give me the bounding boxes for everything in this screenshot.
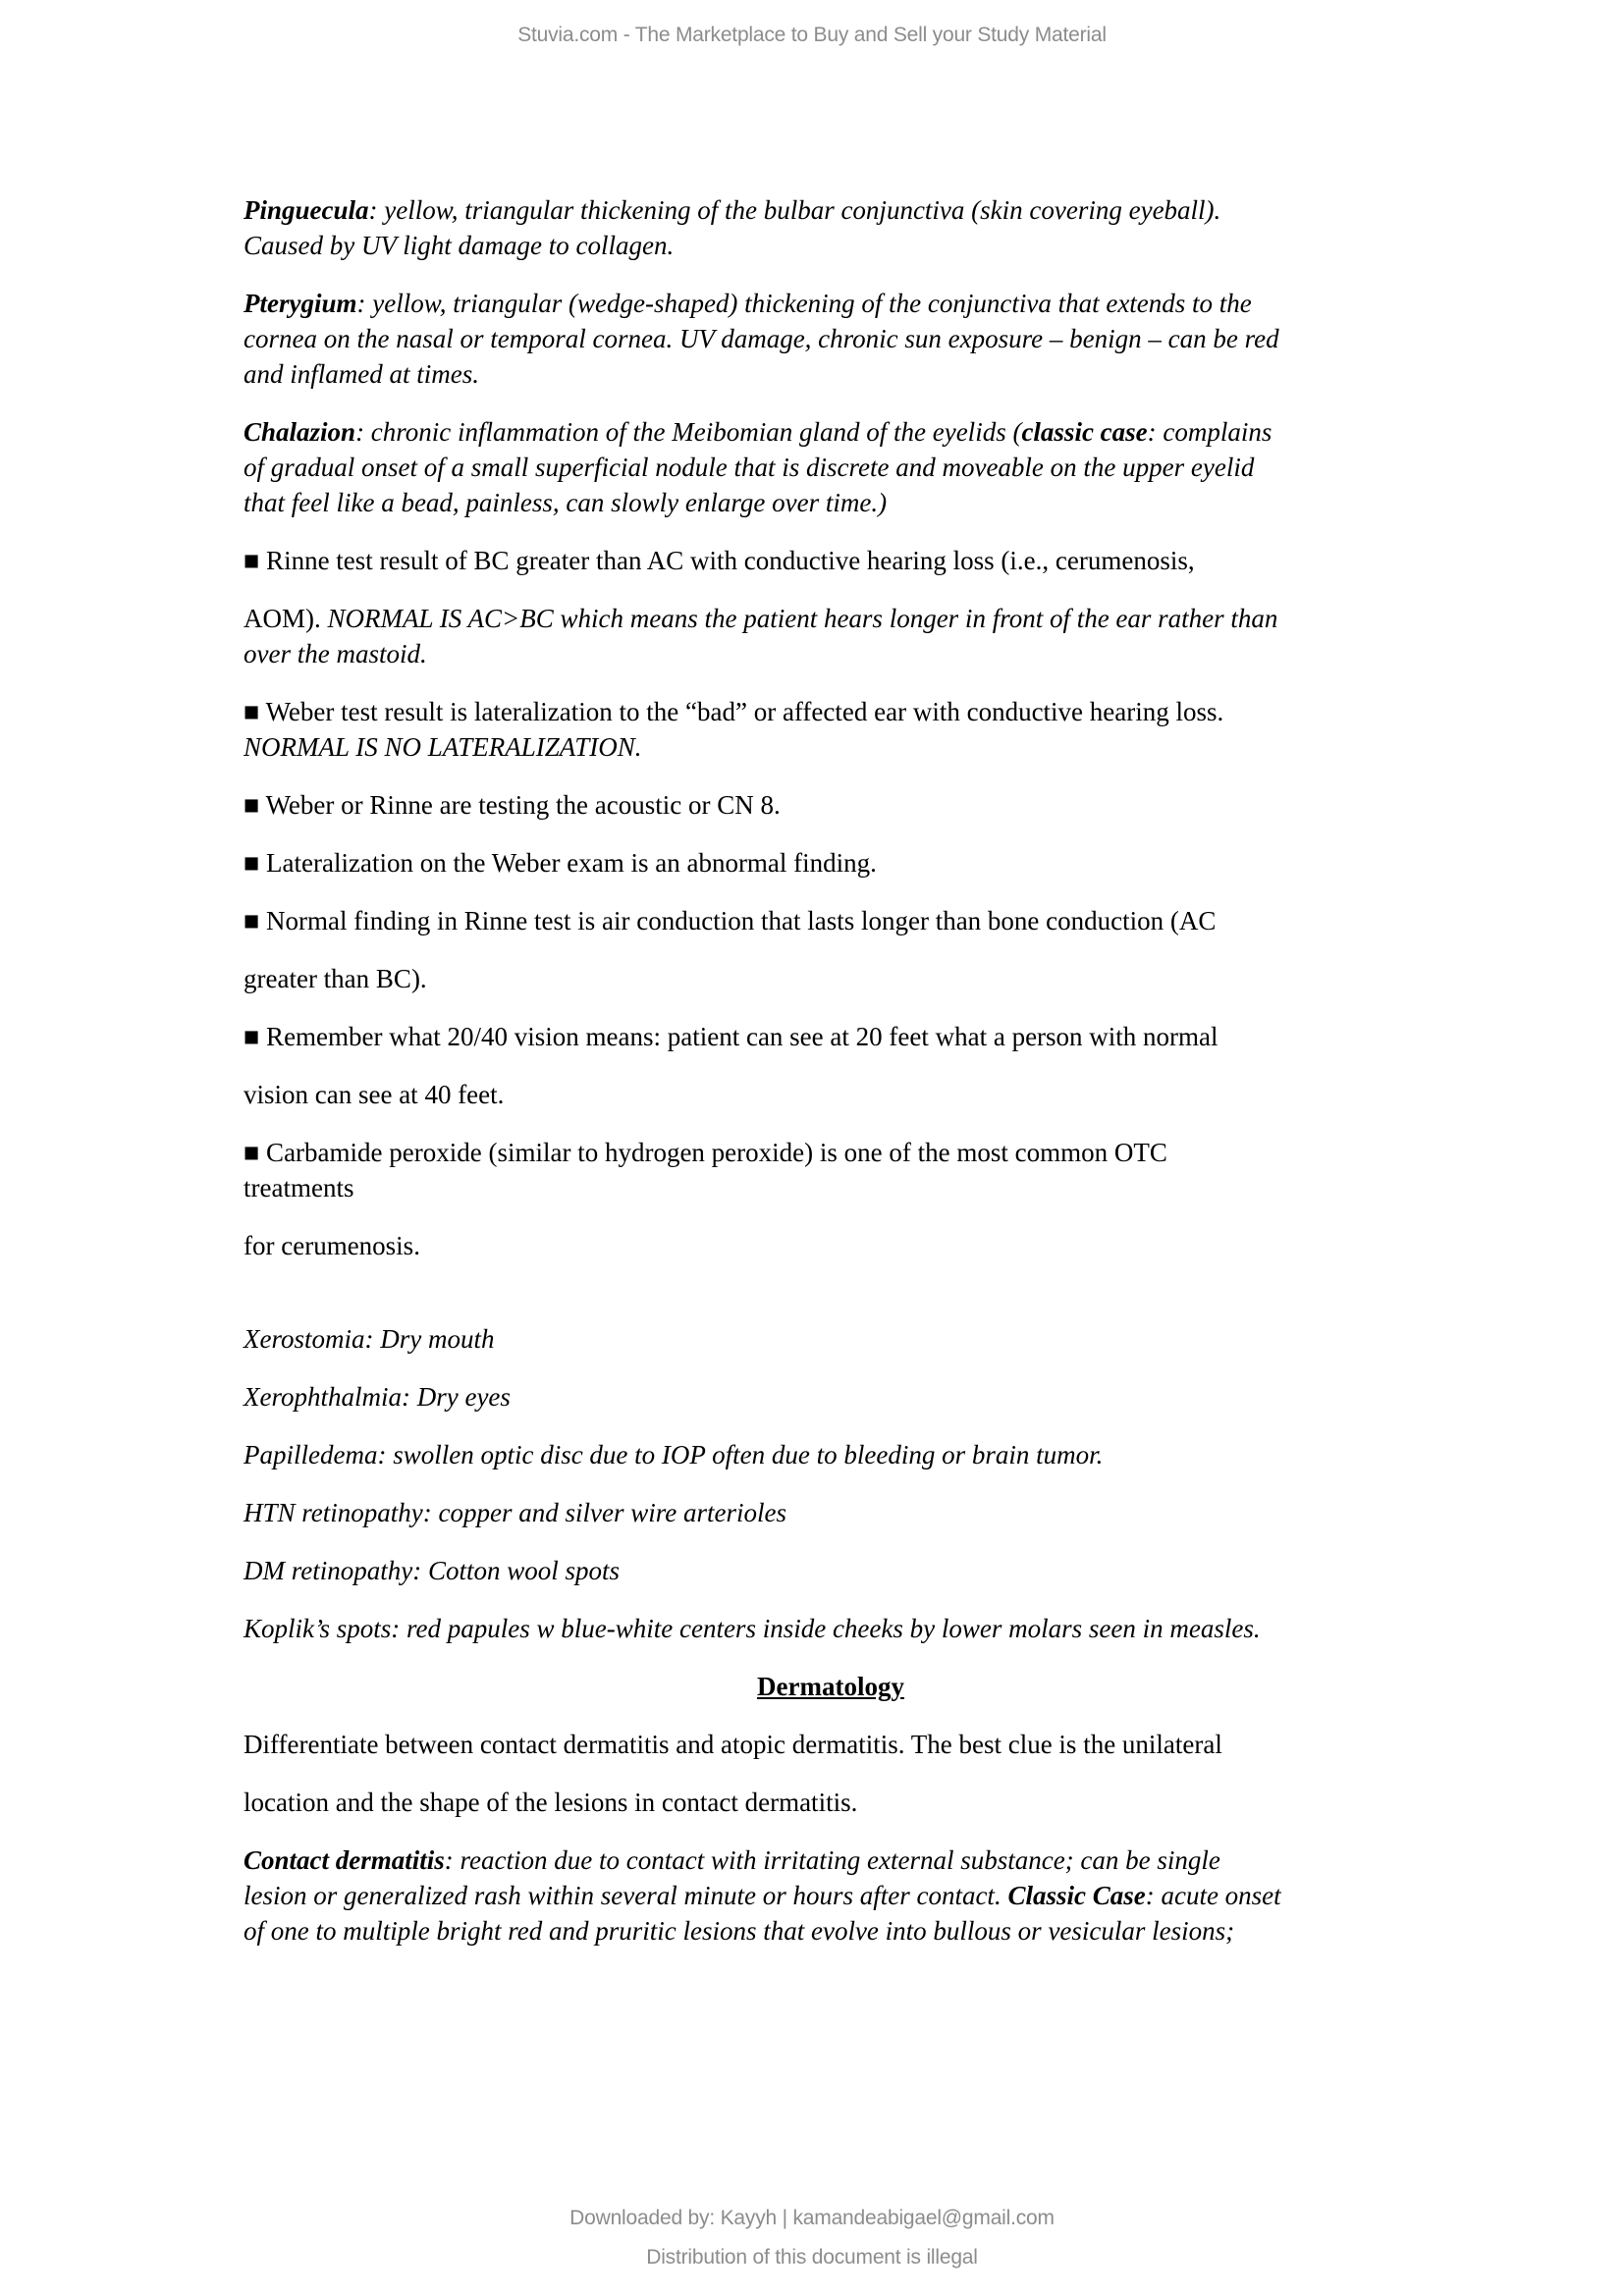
text-line — [244, 1321, 1418, 1357]
text-line — [244, 694, 1418, 729]
text-run: : reaction due to contact with irritating external substance; can be single — [444, 1845, 1220, 1875]
text-run: DM retinopathy: Cotton wool spots — [244, 1556, 620, 1585]
paragraph — [244, 192, 1418, 263]
text-run: ■ Normal finding in Rinne test is air conduction that lasts longer than bone conduction (AC — [244, 906, 1217, 935]
text-line — [244, 636, 1418, 671]
text-run: Caused by UV light damage to collagen. — [244, 231, 675, 260]
text-line — [244, 485, 1418, 520]
text-line — [244, 450, 1418, 485]
document-content — [244, 192, 1418, 1971]
text-run: Dermatology — [757, 1672, 904, 1701]
text-run: of gradual onset of a small superficial nodule that is discrete and moveable on the upper eyelid — [244, 453, 1255, 482]
text-line — [244, 1077, 1418, 1112]
text-run: classic case — [1021, 417, 1148, 447]
text-run: Xerophthalmia: Dry eyes — [244, 1382, 511, 1412]
text-line — [244, 601, 1418, 636]
text-run: ■ Weber test result is lateralization to the “bad” or affected ear with conductive hearing loss. — [244, 697, 1224, 726]
text-run: : chronic inflammation of the Meibomian gland of the eyelids ( — [355, 417, 1022, 447]
text-run: and inflamed at times. — [244, 359, 479, 389]
text-run: Papilledema: swollen optic disc due to IOP often due to bleeding or brain tumor. — [244, 1440, 1104, 1469]
text-line — [244, 356, 1418, 392]
text-run: over the mastoid. — [244, 639, 427, 668]
paragraph — [244, 1321, 1418, 1357]
text-run: ■ Lateralization on the Weber exam is an abnormal finding. — [244, 848, 877, 878]
text-run: Pinguecula — [244, 195, 369, 225]
paragraph — [244, 1495, 1418, 1530]
text-line — [244, 1135, 1418, 1170]
text-run: NORMAL IS AC>BC which means the patient hears longer in front of the ear rather than — [327, 604, 1278, 633]
text-line — [244, 1553, 1418, 1588]
paragraph — [244, 1019, 1418, 1054]
text-line — [244, 228, 1418, 263]
paragraph — [244, 1842, 1418, 1949]
text-line — [244, 1019, 1418, 1054]
text-run: vision can see at 40 feet. — [244, 1080, 505, 1109]
paragraph — [244, 1135, 1418, 1205]
text-run: Classic Case — [1007, 1881, 1146, 1910]
text-run: Differentiate between contact dermatitis and atopic dermatitis. The best clue is the unilateral — [244, 1730, 1222, 1759]
text-line — [244, 1437, 1418, 1472]
text-line — [244, 1785, 1418, 1820]
text-run: location and the shape of the lesions in contact dermatitis. — [244, 1788, 858, 1817]
text-line — [244, 414, 1418, 450]
text-run: Xerostomia: Dry mouth — [244, 1324, 495, 1354]
text-run: : yellow, triangular (wedge-shaped) thickening of the conjunctiva that extends to the — [356, 289, 1252, 318]
paragraph — [244, 845, 1418, 881]
text-line — [244, 321, 1418, 356]
text-line — [244, 787, 1418, 823]
text-run: cornea on the nasal or temporal cornea. UV damage, chronic sun exposure – benign – can be red — [244, 324, 1279, 353]
paragraph — [244, 1727, 1418, 1762]
text-run: greater than BC). — [244, 964, 427, 993]
text-line — [244, 903, 1418, 938]
watermark-footer-warning: Distribution of this document is illegal — [646, 2246, 978, 2269]
text-line — [244, 1913, 1418, 1949]
text-run: Chalazion — [244, 417, 356, 447]
text-run: NORMAL IS NO LATERALIZATION. — [244, 732, 642, 762]
paragraph — [244, 286, 1418, 392]
text-line — [244, 845, 1418, 881]
paragraph — [244, 1553, 1418, 1588]
paragraph — [244, 1611, 1418, 1646]
text-line — [244, 1170, 1418, 1205]
text-line — [244, 1611, 1418, 1646]
text-run: that feel like a bead, painless, can slowly enlarge over time.) — [244, 488, 888, 517]
text-line — [244, 543, 1418, 578]
text-run: Pterygium — [244, 289, 357, 318]
paragraph — [244, 1437, 1418, 1472]
paragraph — [244, 1785, 1418, 1820]
paragraph — [244, 787, 1418, 823]
paragraph — [244, 903, 1418, 938]
text-line — [244, 192, 1418, 228]
section-heading — [244, 1669, 1418, 1704]
text-run: ■ Weber or Rinne are testing the acoustic or CN 8. — [244, 790, 781, 820]
text-run: ■ Remember what 20/40 vision means: patient can see at 20 feet what a person with normal — [244, 1022, 1218, 1051]
watermark-footer-downloaded-by: Downloaded by: Kayyh | kamandeabigael@gmail.com — [569, 2207, 1055, 2229]
paragraph — [244, 1379, 1418, 1415]
text-line — [244, 729, 1418, 765]
text-line — [244, 1727, 1418, 1762]
text-line — [244, 1878, 1418, 1913]
text-run: treatments — [244, 1173, 354, 1202]
text-run: Contact dermatitis — [244, 1845, 445, 1875]
text-run: ■ Rinne test result of BC greater than AC with conductive hearing loss (i.e., cerumenosis, — [244, 546, 1195, 575]
text-run: : complains — [1147, 417, 1272, 447]
text-line — [244, 1842, 1418, 1878]
paragraph — [244, 414, 1418, 520]
text-run: Koplik’s spots: red papules w blue-white centers inside cheeks by lower molars seen in measles. — [244, 1614, 1261, 1643]
paragraph — [244, 601, 1418, 671]
text-run: of one to multiple bright red and pruritic lesions that evolve into bullous or vesicular lesions; — [244, 1916, 1235, 1946]
text-run: : yellow, triangular thickening of the bulbar conjunctiva (skin covering eyeball). — [368, 195, 1221, 225]
paragraph — [244, 543, 1418, 578]
text-line — [244, 286, 1418, 321]
paragraph — [244, 1228, 1418, 1263]
text-run: ■ Carbamide peroxide (similar to hydrogen peroxide) is one of the most common OTC — [244, 1138, 1167, 1167]
text-run: lesion or generalized rash within several minute or hours after contact. — [244, 1881, 1008, 1910]
text-run: : acute onset — [1145, 1881, 1281, 1910]
paragraph — [244, 961, 1418, 996]
paragraph — [244, 694, 1418, 765]
text-line — [244, 1228, 1418, 1263]
text-run: HTN retinopathy: copper and silver wire arterioles — [244, 1498, 786, 1527]
text-line — [244, 1669, 1418, 1704]
text-line — [244, 961, 1418, 996]
watermark-header: Stuvia.com - The Marketplace to Buy and Sell your Study Material — [517, 24, 1107, 46]
text-run: for cerumenosis. — [244, 1231, 420, 1260]
text-line — [244, 1379, 1418, 1415]
text-line — [244, 1495, 1418, 1530]
text-run: AOM). — [244, 604, 328, 633]
paragraph — [244, 1077, 1418, 1112]
